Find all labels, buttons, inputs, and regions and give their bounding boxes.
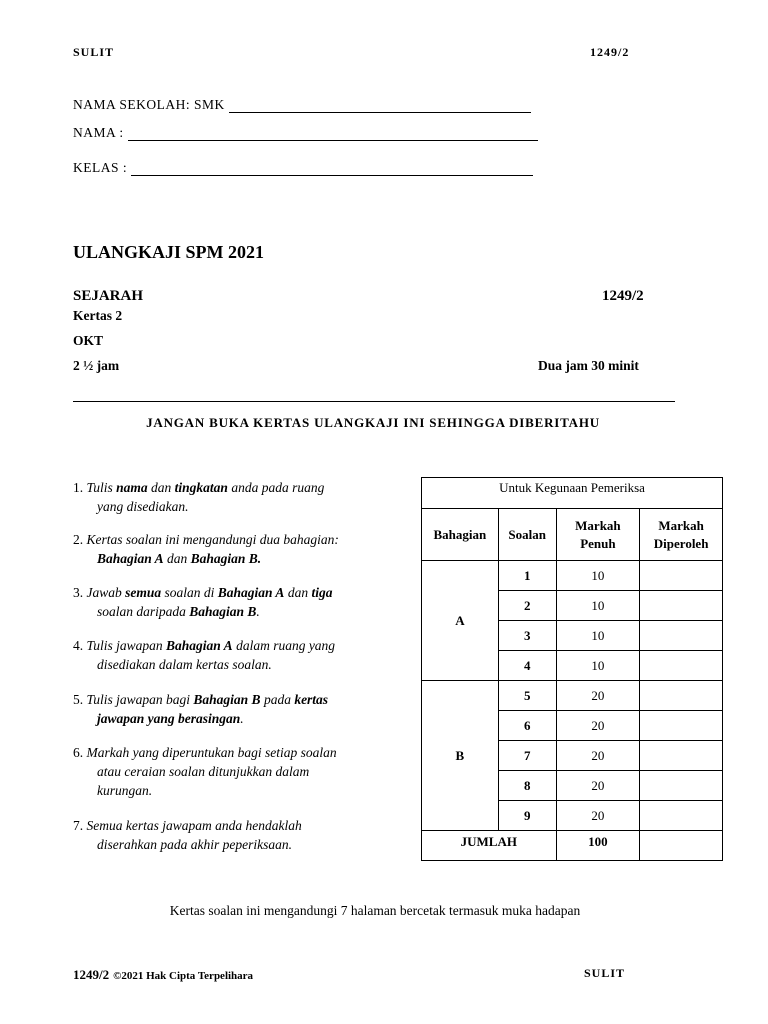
diperoleh-cell[interactable] (640, 681, 723, 711)
class-input-line[interactable] (131, 161, 533, 176)
header-code: 1249/2 (590, 45, 630, 59)
school-field (73, 97, 531, 113)
penuh-cell: 20 (556, 771, 640, 801)
instruction-2: 2. Kertas soalan ini mengandungi dua bahagian: Bahagian A dan Bahagian B. (73, 532, 339, 566)
diperoleh-cell[interactable] (640, 771, 723, 801)
soalan-cell: 6 (498, 711, 556, 741)
soalan-cell: 7 (498, 741, 556, 771)
examiner-table (421, 477, 723, 861)
penuh-cell: 10 (556, 561, 640, 591)
instruction-7: 7. Semua kertas jawapam anda hendaklah diserahkan pada akhir peperiksaan. (73, 818, 302, 852)
diperoleh-cell[interactable] (640, 591, 723, 621)
school-input-line[interactable] (229, 98, 531, 113)
section-a-cell: A (422, 561, 499, 681)
soalan-cell: 8 (498, 771, 556, 801)
school-label: NAMA SEKOLAH: SMK (73, 97, 225, 112)
col-bahagian: Bahagian (422, 509, 499, 561)
footer-copyright: ©2021 Hak Cipta Terpelihara (113, 970, 254, 982)
soalan-cell: 1 (498, 561, 556, 591)
total-label: JUMLAH (422, 831, 557, 861)
diperoleh-cell[interactable] (640, 711, 723, 741)
class-field (73, 160, 533, 176)
instruction-1: 1. Tulis nama dan tingkatan anda pada ruang yang disediakan. (73, 480, 325, 514)
total-value: 100 (556, 831, 640, 861)
penuh-cell: 20 (556, 801, 640, 831)
diperoleh-cell[interactable] (640, 651, 723, 681)
diperoleh-cell[interactable] (640, 801, 723, 831)
name-label: NAMA : (73, 125, 124, 140)
instruction-4: 4. Tulis jawapan Bahagian A dalam ruang yang disediakan dalam kertas soalan. (73, 638, 336, 672)
exam-title: ULANGKAJI SPM 2021 (73, 242, 265, 262)
penuh-cell: 20 (556, 711, 640, 741)
page-count-note: Kertas soalan ini mengandungi 7 halaman bercetak termasuk muka hadapan (169, 903, 581, 918)
penuh-cell: 10 (556, 651, 640, 681)
divider-line (73, 401, 675, 402)
soalan-cell: 9 (498, 801, 556, 831)
diperoleh-cell[interactable] (640, 561, 723, 591)
subject-name: SEJARAH (73, 288, 144, 304)
footer-confidential: SULIT (584, 966, 626, 980)
instruction-3: 3. Jawab semua soalan di Bahagian A dan tiga soalan daripada Bahagian B. (73, 585, 333, 619)
duration-short: 2 ½ jam (73, 358, 120, 373)
section-b-cell: B (422, 681, 499, 831)
penuh-cell: 20 (556, 681, 640, 711)
warning-text: JANGAN BUKA KERTAS ULANGKAJI INI SEHINGGA DIBERITAHU (146, 415, 600, 430)
paper-number: Kertas 2 (73, 308, 123, 323)
table-caption: Untuk Kegunaan Pemeriksa (422, 478, 723, 509)
col-soalan: Soalan (498, 509, 556, 561)
instruction-6: 6. Markah yang diperuntukan bagi setiap soalan atau ceraian soalan ditunjukkan dalam kurungan. (73, 745, 337, 798)
footer-left (73, 966, 253, 984)
penuh-cell: 10 (556, 621, 640, 651)
instruction-5: 5. Tulis jawapan bagi Bahagian B pada kertas jawapan yang berasingan. (73, 692, 329, 726)
soalan-cell: 3 (498, 621, 556, 651)
name-input-line[interactable] (128, 126, 538, 141)
soalan-cell: 4 (498, 651, 556, 681)
soalan-cell: 2 (498, 591, 556, 621)
subject-code: 1249/2 (602, 288, 644, 304)
penuh-cell: 20 (556, 741, 640, 771)
diperoleh-cell[interactable] (640, 621, 723, 651)
diperoleh-cell[interactable] (640, 741, 723, 771)
col-markah-penuh: Markah Penuh (556, 509, 640, 561)
duration-long: Dua jam 30 minit (538, 358, 639, 373)
footer-code: 1249/2 (73, 967, 110, 982)
class-label: KELAS : (73, 160, 128, 175)
header-confidential: SULIT (73, 45, 115, 59)
exam-month: OKT (73, 333, 104, 348)
soalan-cell: 5 (498, 681, 556, 711)
col-markah-diperoleh: Markah Diperoleh (640, 509, 723, 561)
penuh-cell: 10 (556, 591, 640, 621)
name-field (73, 125, 538, 141)
total-diperoleh-cell[interactable] (640, 831, 723, 861)
